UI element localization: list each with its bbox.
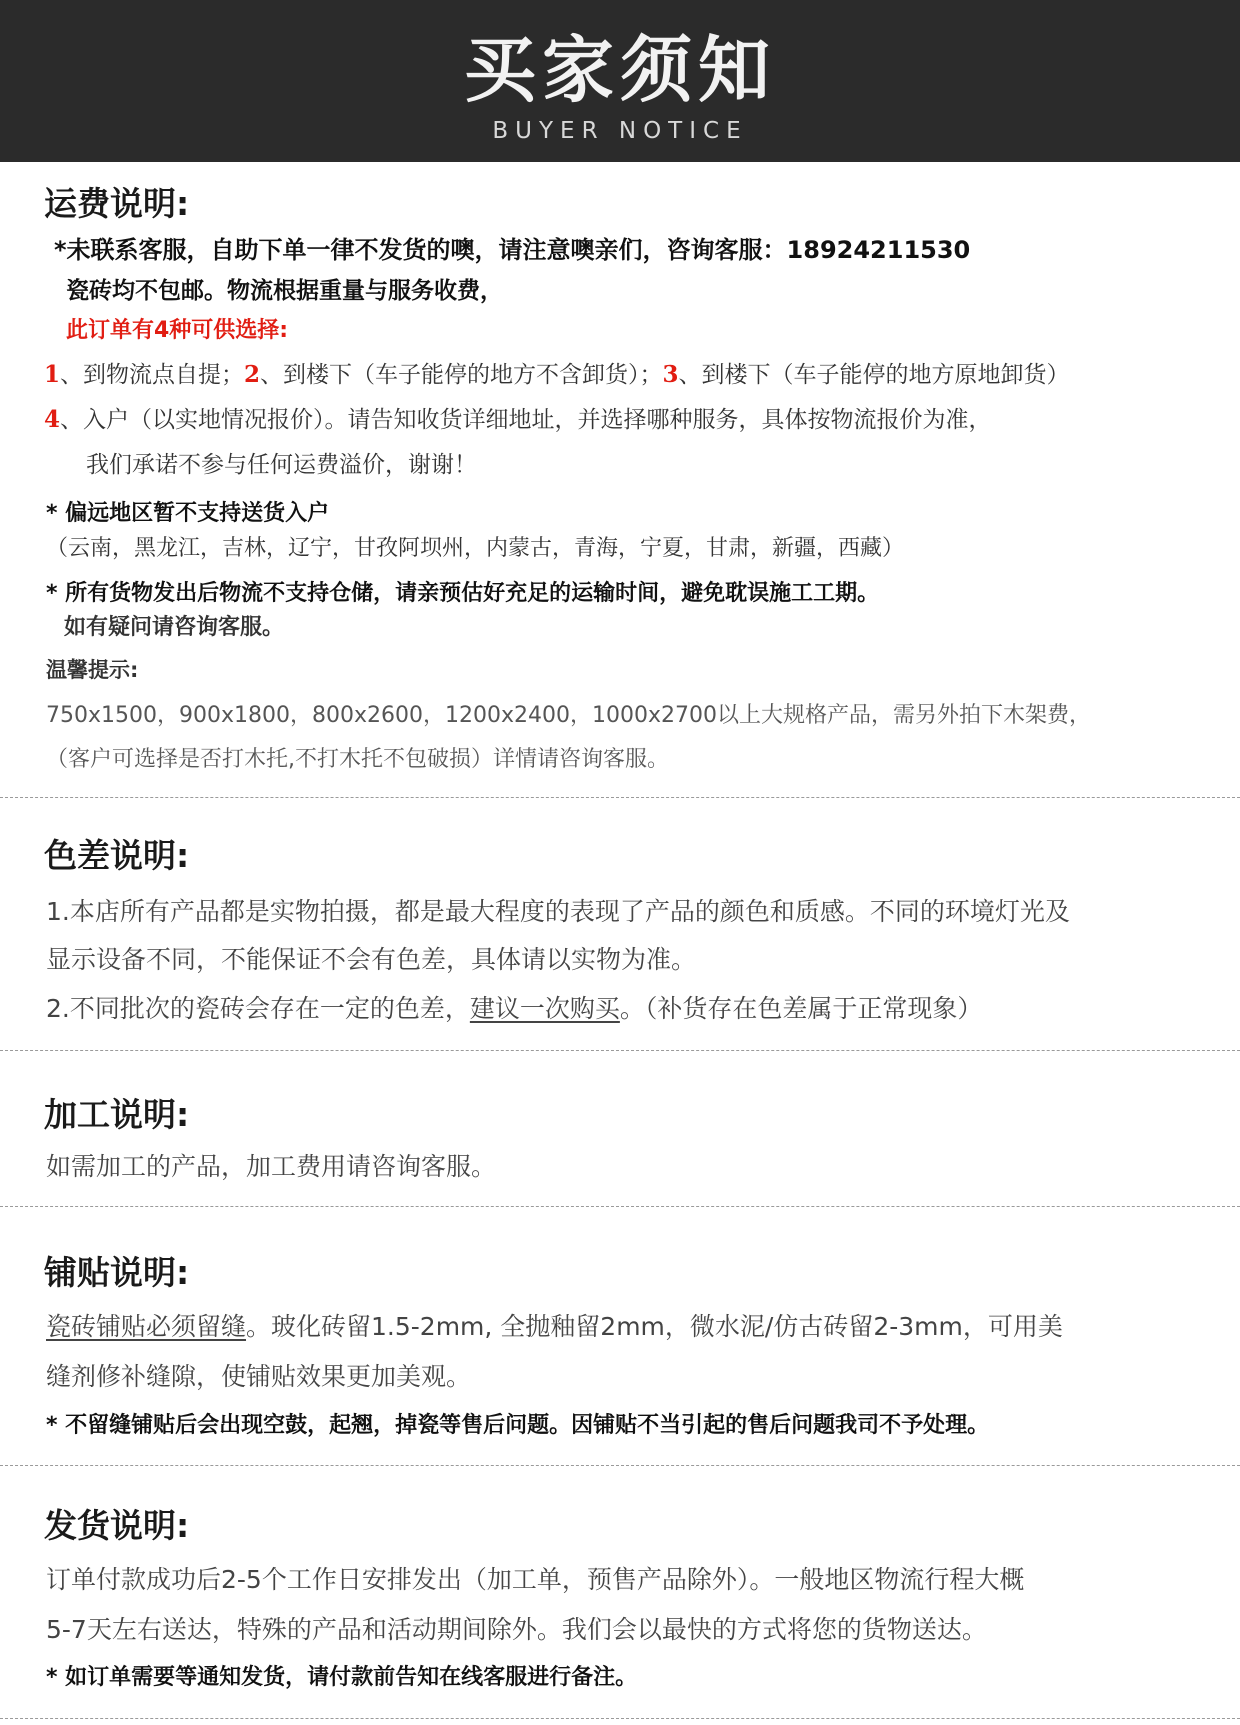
shipping-heading: 运费说明: xyxy=(44,184,190,223)
option-4-number: 4 xyxy=(44,406,61,433)
color-heading: 色差说明: xyxy=(44,836,190,875)
delivery-line-2: 5-7天左右送达，特殊的产品和活动期间除外。我们会以最快的方式将您的货物送达。 xyxy=(46,1615,987,1644)
shipping-options-line1 xyxy=(44,356,1070,389)
delivery-note: * 如订单需要等通知发货，请付款前告知在线客服进行备注。 xyxy=(46,1665,638,1690)
tiling-note: * 不留缝铺贴后会出现空鼓，起翘，掉瓷等售后问题。因铺贴不当引起的售后问题我司不予处理。 xyxy=(46,1413,990,1438)
question-note: 如有疑问请咨询客服。 xyxy=(64,615,285,640)
tiling-line-1 xyxy=(46,1307,1063,1343)
option-2-number: 2 xyxy=(244,361,261,388)
tip-line-2: （客户可选择是否打木托,不打木托不包破损）详情请咨询客服。 xyxy=(46,747,669,772)
tiling-must-gap-underlined: 瓷砖铺贴必须留缝 xyxy=(46,1312,247,1341)
shipping-promise: 我们承诺不参与任何运费溢价，谢谢！ xyxy=(86,452,477,478)
remote-list: （云南，黑龙江，吉林，辽宁，甘孜阿坝州，内蒙古，青海，宁夏，甘肃，新疆，西藏） xyxy=(46,536,905,561)
remote-note: * 偏远地区暂不支持送货入户 xyxy=(46,501,330,526)
storage-note: * 所有货物发出后物流不支持仓储，请亲预估好充足的运输时间，避免耽误施工工期。 xyxy=(46,581,880,606)
option-3-text: 、到楼下（车子能停的地方原地卸货） xyxy=(678,362,1070,388)
page-title: 买家须知 xyxy=(463,28,776,112)
color-line-2: 显示设备不同，不能保证不会有色差，具体请以实物为准。 xyxy=(46,945,697,974)
option-1-number: 1 xyxy=(44,361,61,388)
section-divider xyxy=(0,1206,1240,1207)
option-2-text: 、到楼下（车子能停的地方不含卸货）； xyxy=(260,362,663,388)
tip-title: 温馨提示: xyxy=(46,658,139,682)
color-line-3-start: 2.不同批次的瓷砖会存在一定的色差， xyxy=(46,994,470,1023)
option-1-text: 、到物流点自提； xyxy=(60,362,245,388)
shipping-fee-line: 瓷砖均不包邮。物流根据重量与服务收费， xyxy=(66,278,503,304)
tiling-line-1-rest: 。玻化砖留1.5-2mm, 全抛釉留2mm，微水泥/仿古砖留2-3mm，可用美 xyxy=(246,1312,1063,1341)
color-recommend-underlined: 建议一次购买 xyxy=(469,994,620,1023)
section-divider xyxy=(0,1718,1240,1719)
option-3-number: 3 xyxy=(662,361,679,388)
section-divider xyxy=(0,797,1240,798)
section-divider xyxy=(0,1465,1240,1466)
color-line-1: 1.本店所有产品都是实物拍摄，都是最大程度的表现了产品的颜色和质感。不同的环境灯光及 xyxy=(46,897,1070,926)
header-banner xyxy=(0,0,1240,162)
option-4-text: 、入户（以实地情况报价）。请告知收货详细地址，并选择哪种服务，具体按物流报价为准， xyxy=(60,407,992,433)
section-divider xyxy=(0,1050,1240,1051)
color-line-3 xyxy=(46,989,982,1025)
processing-heading: 加工说明: xyxy=(44,1095,190,1134)
delivery-heading: 发货说明: xyxy=(44,1506,190,1545)
tiling-line-2: 缝剂修补缝隙，使铺贴效果更加美观。 xyxy=(46,1362,472,1391)
processing-line-1: 如需加工的产品，加工费用请咨询客服。 xyxy=(46,1152,497,1181)
shipping-contact-line: *未联系客服，自助下单一律不发货的噢，请注意噢亲们，咨询客服：18924211530 xyxy=(54,236,971,264)
color-line-3-end: 。（补货存在色差属于正常现象） xyxy=(619,994,983,1023)
shipping-options-line2 xyxy=(44,401,992,434)
tip-line-1: 750x1500，900x1800，800x2600，1200x2400，1000x2700以上大规格产品，需另外拍下木架费， xyxy=(46,703,1091,728)
shipping-options-title: 此订单有4种可供选择: xyxy=(66,318,289,343)
tiling-heading: 铺贴说明: xyxy=(44,1253,190,1292)
page-subtitle: BUYER NOTICE xyxy=(492,118,748,144)
delivery-line-1: 订单付款成功后2-5个工作日安排发出（加工单，预售产品除外）。一般地区物流行程大概 xyxy=(46,1565,1025,1594)
